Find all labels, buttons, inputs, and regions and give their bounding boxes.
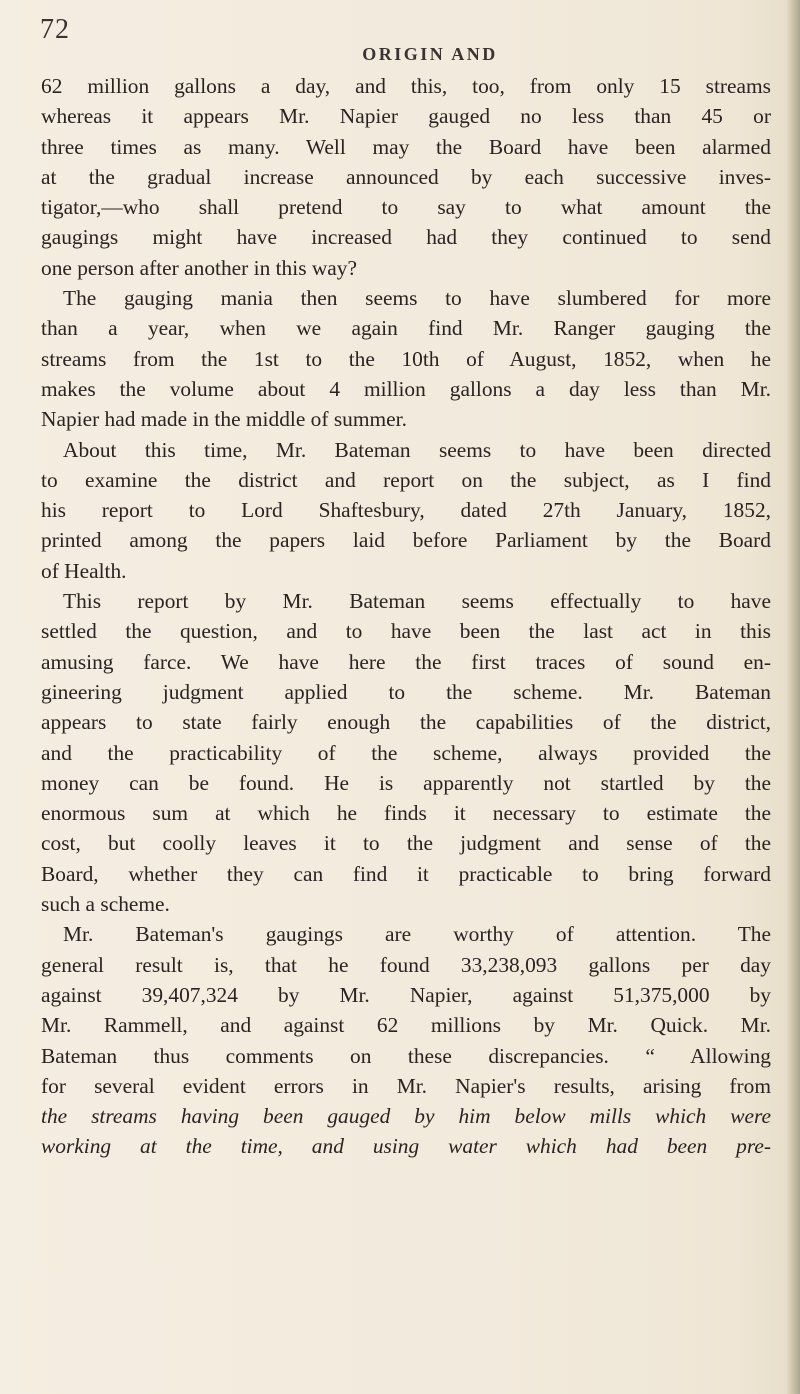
text-line: 62 million gallons a day, and this, too, from only 15 streams: [41, 74, 771, 98]
text-line: cost, but coolly leaves it to the judgment and sense of the: [41, 831, 771, 856]
page-number: 72: [40, 14, 70, 45]
text-line: appears to state fairly enough the capabilities of the district,: [41, 710, 771, 735]
text-line: gineering judgment applied to the scheme. Mr. Bateman: [41, 679, 771, 704]
text-line: printed among the papers laid before Parliament by the Board: [41, 528, 771, 553]
text-line: Board, whether they can find it practicable to bring forward: [41, 861, 771, 886]
text-line: at the gradual increase announced by each successive inves-: [41, 164, 771, 189]
text-line: Mr. Bateman's gaugings are worthy of attention. The: [63, 922, 771, 947]
body-text: [41, 71, 771, 1162]
text-line: This report by Mr. Bateman seems effectually to have: [63, 589, 771, 614]
text-line: to examine the district and report on the subject, as I find: [41, 467, 771, 492]
text-line: Napier had made in the middle of summer.: [41, 407, 407, 432]
text-line: for several evident errors in Mr. Napier's results, arising from: [41, 1073, 771, 1098]
text-line: such a scheme.: [41, 892, 170, 917]
text-line-italic: working at the time, and using water which had been pre-: [41, 1134, 771, 1159]
text-line: than a year, when we again find Mr. Ranger gauging the: [41, 316, 771, 341]
text-line: settled the question, and to have been the last act in this: [41, 619, 771, 644]
text-line: money can be found. He is apparently not startled by the: [41, 770, 771, 795]
text-line: Bateman thus comments on these discrepancies. “ Allowing: [41, 1043, 771, 1068]
text-line: enormous sum at which he finds it necessary to estimate the: [41, 801, 771, 826]
text-line: streams from the 1st to the 10th of August, 1852, when he: [41, 346, 771, 371]
text-line: The gauging mania then seems to have slumbered for more: [63, 286, 771, 311]
text-line: three times as many. Well may the Board have been alarmed: [41, 134, 771, 159]
text-line-italic: the streams having been gauged by him below mills which were: [41, 1104, 771, 1129]
text-line: whereas it appears Mr. Napier gauged no less than 45 or: [41, 104, 771, 129]
text-line: one person after another in this way?: [41, 255, 357, 280]
text-line: makes the volume about 4 million gallons a day less than Mr.: [41, 376, 771, 401]
page-edge-shadow: [786, 0, 800, 1394]
text-line: and the practicability of the scheme, always provided the: [41, 740, 771, 765]
text-line: against 39,407,324 by Mr. Napier, against 51,375,000 by: [41, 982, 771, 1007]
text-line: general result is, that he found 33,238,093 gallons per day: [41, 952, 771, 977]
text-line: Mr. Rammell, and against 62 millions by Mr. Quick. Mr.: [41, 1013, 771, 1038]
text-line: amusing farce. We have here the first traces of sound en-: [41, 649, 771, 674]
text-line: tigator,—who shall pretend to say to what amount the: [41, 195, 771, 220]
text-line: his report to Lord Shaftesbury, dated 27th January, 1852,: [41, 498, 771, 523]
text-line: of Health.: [41, 558, 127, 583]
text-line: gaugings might have increased had they continued to send: [41, 225, 771, 250]
text-line: About this time, Mr. Bateman seems to have been directed: [63, 437, 771, 462]
running-head: ORIGIN AND: [362, 44, 498, 64]
